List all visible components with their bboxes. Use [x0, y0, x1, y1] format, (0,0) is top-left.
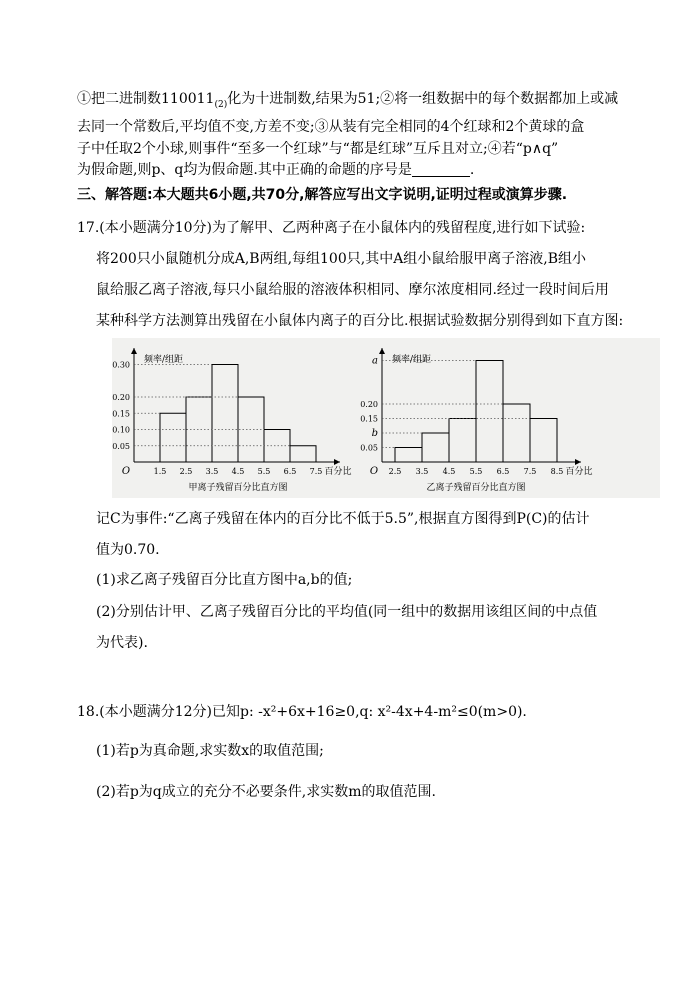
chart1-x-axis-label: 百分比: [324, 467, 352, 477]
chart2-y-tick-label: 0.20: [360, 400, 378, 409]
chart1-x-tick-label: 7.5: [309, 467, 323, 476]
chart2-bar: [503, 404, 530, 462]
chart2-bar: [476, 361, 503, 463]
q16-line-4: [77, 160, 474, 180]
chart2-x-tick-label: 6.5: [496, 467, 510, 476]
q16-line-1: [77, 89, 618, 115]
q17-line-5: 记C为事件:“乙离子残留在体内的百分比不低于5.5”,根据直方图得到P(C)的估计: [96, 511, 590, 527]
q17-line-3: 鼠给服乙离子溶液,每只小鼠给服的溶液体积相同、摩尔浓度相同.经过一段时间后用: [96, 282, 609, 298]
chart2-x-axis-label: 百分比: [565, 467, 593, 477]
q17-line-6: 值为0.70.: [96, 542, 160, 558]
chart1-origin-label: O: [121, 466, 131, 477]
chart1-bar: [160, 413, 186, 462]
q16-text: 为假命题,则p、q均为假命题.其中正确的命题的序号是: [77, 162, 412, 178]
chart1-y-axis-arrow: [131, 348, 137, 354]
chart1-y-tick-label: 0.10: [112, 425, 130, 435]
chart2-x-tick-label: 5.5: [469, 467, 483, 476]
section-heading: 三、解答题:本大题共6小题,共70分,解答应写出文字说明,证明过程或演算步骤.: [77, 187, 568, 203]
q17-line-2: 将200只小鼠随机分成A,B两组,每组100只,其中A组小鼠给服甲离子溶液,B组小: [96, 251, 587, 267]
q16-line-2: 去同一个常数后,平均值不变,方差不变;③从装有完全相同的4个红球和2个黄球的盒: [77, 119, 585, 135]
chart2-title: 乙离子残留百分比直方图: [426, 483, 526, 493]
q18-line-1: 18.(本小题满分12分)已知p: -x²+6x+16≥0,q: x²-4x+4-m²≤0(m>0).: [77, 704, 527, 720]
chart2-x-axis-arrow: [575, 459, 581, 465]
chart2-x-tick-label: 3.5: [415, 467, 429, 476]
chart1-x-axis-arrow: [334, 459, 340, 465]
chart2-x-tick-label: 4.5: [442, 467, 456, 476]
chart1-y-tick-label: 0.30: [112, 360, 130, 370]
chart2-bar: [395, 448, 422, 463]
q18-part-2: (2)若p为q成立的充分不必要条件,求实数m的取值范围.: [96, 784, 436, 800]
chart1-bar: [290, 446, 316, 462]
chart2-bar: [530, 419, 557, 463]
histograms-svg: [112, 338, 660, 498]
q16-text: .: [469, 162, 475, 178]
binary-subscript: (2): [214, 99, 228, 110]
chart2-y-tick-label: a: [372, 355, 378, 367]
chart2-x-tick-label: 7.5: [523, 467, 537, 476]
chart1-x-tick-label: 3.5: [205, 467, 219, 476]
chart1-y-axis-label: 频率/组距: [144, 355, 184, 365]
chart1-x-tick-label: 1.5: [153, 467, 167, 476]
q16-line-3: 子中任取2个小球,则事件“至多一个红球”与“都是红球”互斥且对立;④若“p∧q”: [77, 141, 559, 157]
chart2-x-tick-label: 2.5: [388, 467, 402, 476]
q17-part-2a: (2)分别估计甲、乙离子残留百分比的平均值(同一组中的数据用该组区间的中点值: [96, 604, 598, 620]
q17-part-1: (1)求乙离子残留百分比直方图中a,b的值;: [96, 572, 353, 588]
chart2-y-axis-arrow: [379, 348, 385, 354]
chart2-x-tick-label: 8.5: [550, 467, 564, 476]
q16-text: ①把二进制数: [77, 91, 161, 107]
chart1-y-tick-label: 0.05: [112, 441, 130, 451]
chart1-x-tick-label: 5.5: [257, 467, 271, 476]
chart1-title: 甲离子残留百分比直方图: [188, 483, 288, 493]
q17-line-1: 17.(本小题满分10分)为了解甲、乙两种离子在小鼠体内的残留程度,进行如下试验:: [77, 220, 586, 236]
chart1-x-tick-label: 2.5: [179, 467, 193, 476]
q17-line-4: 某种科学方法测算出残留在小鼠体内离子的百分比.根据试验数据分别得到如下直方图:: [96, 313, 624, 329]
chart2-y-tick-label: 0.15: [360, 414, 378, 424]
chart1-y-tick-label: 0.20: [112, 393, 130, 402]
q18-part-1: (1)若p为真命题,求实数x的取值范围;: [96, 743, 324, 759]
chart1-x-tick-label: 6.5: [283, 467, 297, 476]
q17-part-2b: 为代表).: [96, 635, 148, 651]
chart1-bar: [212, 365, 238, 463]
chart2-origin-label: O: [369, 466, 379, 477]
chart2-bar: [422, 433, 449, 462]
chart1-x-tick-label: 4.5: [231, 467, 245, 476]
answer-blank[interactable]: [412, 162, 470, 177]
histogram-figure: [112, 338, 660, 498]
binary-number: 110011: [161, 91, 215, 107]
chart2-y-tick-label: 0.05: [360, 443, 378, 453]
chart2-y-tick-label: b: [371, 428, 378, 439]
q16-text: 化为十进制数,结果为51;②将一组数据中的每个数据都加上或减: [227, 91, 619, 107]
chart2-y-axis-label: 频率/组距: [392, 355, 432, 365]
chart2-bar: [449, 419, 476, 463]
chart1-y-tick-label: 0.15: [112, 409, 130, 419]
